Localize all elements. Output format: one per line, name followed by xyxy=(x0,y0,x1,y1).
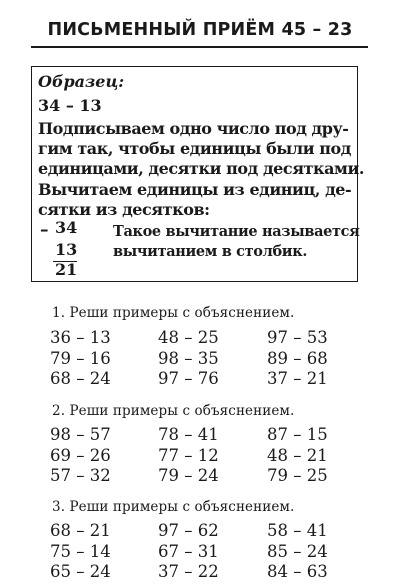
exercise: 65 – 24 xyxy=(50,562,111,581)
exercise: 89 – 68 xyxy=(267,349,328,368)
exercise: 57 – 32 xyxy=(50,466,111,485)
exercise: 97 – 76 xyxy=(158,369,219,388)
exercise: 79 – 16 xyxy=(50,349,111,368)
subtrahend: 13 xyxy=(55,240,78,259)
exercise: 36 – 13 xyxy=(50,328,111,347)
exercise: 69 – 26 xyxy=(50,446,111,465)
exercise: 58 – 41 xyxy=(267,521,328,540)
explanation-line: сятки из десятков: xyxy=(38,200,210,219)
sample-label: Образец: xyxy=(38,72,125,91)
column-note xyxy=(113,222,360,262)
exercise: 77 – 12 xyxy=(158,446,219,465)
minuend: 34 xyxy=(55,218,78,237)
column-subtraction xyxy=(40,218,90,280)
explanation-line: Подписываем одно число под дру- xyxy=(38,119,349,138)
exercise: 85 – 24 xyxy=(267,542,328,561)
exercise: 37 – 21 xyxy=(267,369,328,388)
minus-sign: – xyxy=(40,220,49,240)
exercise: 78 – 41 xyxy=(158,425,219,444)
explanation-line: Вычитаем единицы из единиц, де- xyxy=(38,180,352,199)
result: 21 xyxy=(55,260,78,279)
exercise: 67 – 31 xyxy=(158,542,219,561)
sample-expression: 34 – 13 xyxy=(38,96,102,115)
explanation-line: единицами, десятки под десятками. xyxy=(38,159,365,178)
exercise: 98 – 35 xyxy=(158,349,219,368)
exercise: 48 – 21 xyxy=(267,446,328,465)
note-line: вычитанием в столбик. xyxy=(113,243,308,260)
task-heading: 2. Реши примеры с объяснением. xyxy=(52,403,295,419)
exercise: 37 – 22 xyxy=(158,562,219,581)
exercise: 75 – 14 xyxy=(50,542,111,561)
task-heading: 3. Реши примеры с объяснением. xyxy=(52,499,295,515)
exercise: 79 – 24 xyxy=(158,466,219,485)
exercise: 84 – 63 xyxy=(267,562,328,581)
exercise: 68 – 24 xyxy=(50,369,111,388)
exercise: 87 – 15 xyxy=(267,425,328,444)
exercise: 98 – 57 xyxy=(50,425,111,444)
title-rule xyxy=(31,46,368,48)
page-title: ПИСЬМЕННЫЙ ПРИЁМ 45 – 23 xyxy=(47,20,353,40)
exercise: 48 – 25 xyxy=(158,328,219,347)
explanation-line: гим так, чтобы единицы были под xyxy=(38,139,351,158)
exercise: 79 – 25 xyxy=(267,466,328,485)
exercise: 97 – 62 xyxy=(158,521,219,540)
note-line: Такое вычитание называется xyxy=(113,223,360,240)
exercise: 97 – 53 xyxy=(267,328,328,347)
exercise: 68 – 21 xyxy=(50,521,111,540)
task-heading: 1. Реши примеры с объяснением. xyxy=(52,305,295,321)
